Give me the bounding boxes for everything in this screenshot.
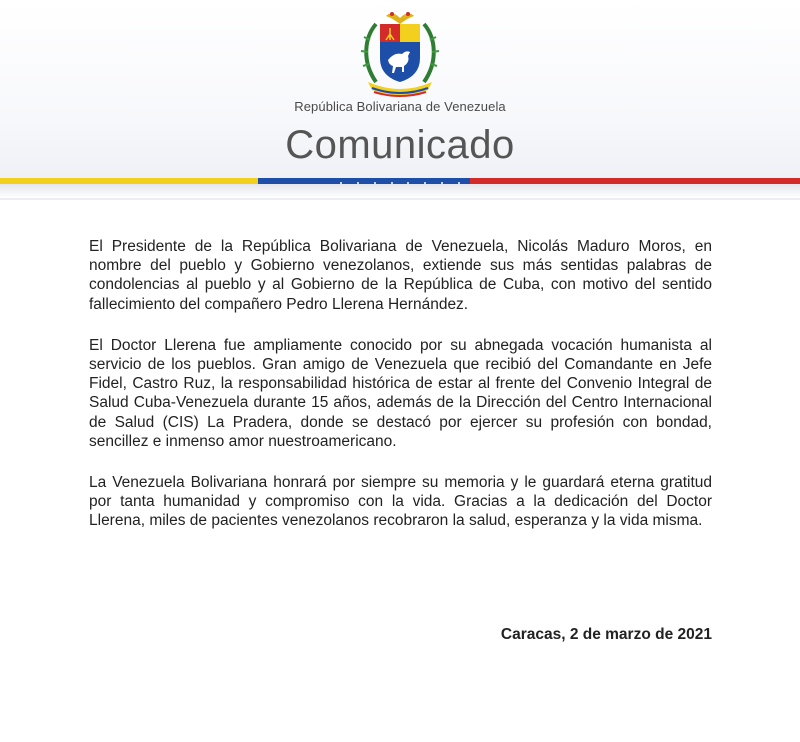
page-title: Comunicado	[285, 123, 515, 167]
paragraph-condolences: El Presidente de la República Bolivariana de Venezuela, Nicolás Maduro Moros, en nombre del pueblo y Gobierno venezolanos, extiende sus más sentidas palabras de condolencias al pueblo y al Gobierno de la República de Cuba, con motivo del sentido fallecimiento del compañero Pedro Llerena Hernández.	[89, 238, 712, 313]
venezuela-coat-of-arms-icon	[346, 10, 454, 98]
place-and-date: Caracas, 2 de marzo de 2021	[500, 626, 712, 643]
header	[0, 0, 800, 200]
issuer-label: República Bolivariana de Venezuela	[294, 99, 506, 114]
communique-body	[89, 237, 712, 553]
paragraph-biography: El Doctor Llerena fue ampliamente conocido por su abnegada vocación humanista al servicio de los pueblos. Gran amigo de Venezuela que recibió del Comandante en Jefe Fidel, Castro Ruz, la responsabilidad histórica de estar al frente del Convenio Integral de Salud Cuba-Venezuela durante 15 años, además de la Dirección del Centro Internacional de Salud (CIS) La Pradera, donde se destacó por ejercer su profesión con bondad, sencillez e inmenso amor nuestroamericano.	[89, 336, 712, 450]
header-shadow	[0, 184, 800, 198]
paragraph-tribute: La Venezuela Bolivariana honrará por siempre su memoria y le guardará eterna gratitud por tanta humanidad y compromiso con la vida. Gracias a la dedicación del Doctor Llerena, miles de pacientes venezolanos recobraron la salud, esperanza y la vida misma.	[89, 474, 712, 530]
